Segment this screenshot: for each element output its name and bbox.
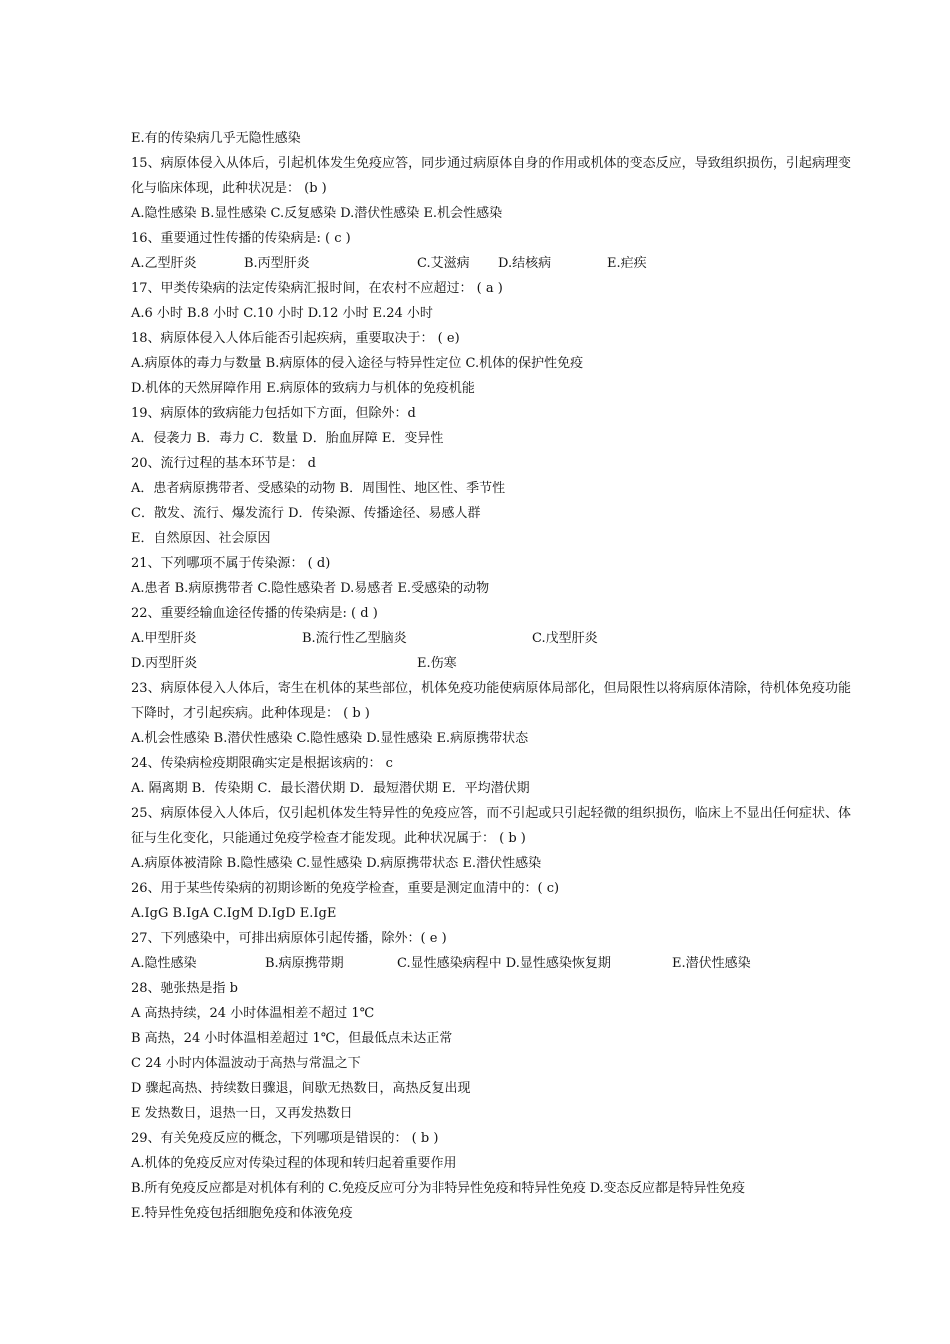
answer-options: A.患者 B.病原携带者 C.隐性感染者 D.易感者 E.受感染的动物: [131, 581, 490, 596]
answer-option-a: A.机体的免疫反应对传染过程的体现和转归起着重要作用: [131, 1156, 457, 1171]
answer-option-a: A 高热持续，24 小时体温相差不超过 1℃: [131, 1006, 375, 1021]
question-list: [131, 126, 851, 1226]
question-27: 27、下列感染中，可排出病原体引起传播，除外：( e ): [131, 931, 447, 946]
answer-options: E．自然原因、社会原因: [131, 531, 271, 546]
option-e: E.伤寒: [417, 656, 457, 671]
option-c: C.艾滋病: [417, 256, 470, 271]
option-e: E.疟疾: [607, 256, 647, 271]
option-b: B.流行性乙型脑炎: [302, 631, 407, 646]
question-22: 22、重要经输血途径传播的传染病是: ( d ): [131, 606, 378, 621]
option-c: C.戊型肝炎: [532, 631, 598, 646]
question-15: 15、病原体侵入从体后，引起机体发生免疫应答，同步通过病原体自身的作用或机体的变态反应，导致组织损伤，引起病理变化与临床体现，此种状况是： (b ): [131, 156, 851, 196]
question-24: 24、传染病检疫期限确实定是根据该病的： c: [131, 756, 393, 771]
answer-options: A．患者病原携带者、受感染的动物 B．周围性、地区性、季节性: [131, 481, 506, 496]
answer-options: A. 隔离期 B．传染期 C．最长潜伏期 D．最短潜伏期 E．平均潜伏期: [131, 781, 530, 796]
question-23: 23、病原体侵入人体后，寄生在机体的某些部位，机体免疫功能使病原体局部化，但局限性以将病原体清除，待机体免疫功能下降时，才引起疾病。此种体现是： ( b ): [131, 681, 851, 721]
option-d: D.丙型肝炎: [131, 656, 198, 671]
option-e: E.潜伏性感染: [672, 956, 751, 971]
answer-options: [131, 626, 851, 651]
answer-options: A.IgG B.IgA C.IgM D.IgD E.IgE: [131, 906, 337, 921]
answer-options: A.机会性感染 B.潜伏性感染 C.隐性感染 D.显性感染 E.病原携带状态: [131, 731, 529, 746]
option-b: B.病原携带期: [265, 956, 344, 971]
option-a: A.甲型肝炎: [131, 631, 197, 646]
question-25: 25、病原体侵入人体后，仅引起机体发生特异性的免疫应答，而不引起或只引起轻微的组织损伤，临床上不显出任何症状、体征与生化变化，只能通过免疫学检查才能发现。此种状况属于： ( b ): [131, 806, 851, 846]
option-a: A.乙型肝炎: [131, 256, 197, 271]
answer-option-b: B 高热，24 小时体温相差超过 1℃，但最低点未达正常: [131, 1031, 453, 1046]
answer-options: A.隐性感染 B.显性感染 C.反复感染 D.潜伏性感染 E.机会性感染: [131, 206, 503, 221]
question-26: 26、用于某些传染病的初期诊断的免疫学检查，重要是测定血清中的：( c): [131, 881, 560, 896]
answer-options: A.6 小时 B.8 小时 C.10 小时 D.12 小时 E.24 小时: [131, 306, 433, 321]
option-a: A.隐性感染: [131, 956, 197, 971]
answer-options: A．侵袭力 B．毒力 C．数量 D．胎血屏障 E．变异性: [131, 431, 444, 446]
answer-options: A.病原体的毒力与数量 B.病原体的侵入途径与特异性定位 C.机体的保护性免疫: [131, 356, 584, 371]
answer-option-e: E 发热数日，退热一日，又再发热数日: [131, 1106, 353, 1121]
answer-options: [131, 651, 851, 676]
question-16: 16、重要通过性传播的传染病是: ( c ): [131, 231, 351, 246]
answer-option-e: E.特异性免疫包括细胞免疫和体液免疫: [131, 1206, 353, 1221]
question-17: 17、甲类传染病的法定传染病汇报时间，在农村不应超过： ( a ): [131, 281, 503, 296]
question-28: 28、驰张热是指 b: [131, 981, 238, 996]
option-d: D.结核病: [498, 256, 552, 271]
question-20: 20、流行过程的基本环节是： d: [131, 456, 316, 471]
question-21: 21、下列哪项不属于传染源： ( d): [131, 556, 331, 571]
answer-options: C．散发、流行、爆发流行 D．传染源、传播途径、易感人群: [131, 506, 481, 521]
answer-options: A.病原体被清除 B.隐性感染 C.显性感染 D.病原携带状态 E.潜伏性感染: [131, 856, 542, 871]
text-line: E.有的传染病几乎无隐性感染: [131, 131, 301, 146]
question-29: 29、有关免疫反应的概念，下列哪项是错误的： ( b ): [131, 1131, 439, 1146]
answer-options: D.机体的天然屏障作用 E.病原体的致病力与机体的免疫机能: [131, 381, 475, 396]
answer-options: [131, 951, 851, 976]
question-19: 19、病原体的致病能力包括如下方面，但除外：d: [131, 406, 416, 421]
answer-options: B.所有免疫反应都是对机体有利的 C.免疫反应可分为非特异性免疫和特异性免疫 D.变态反应都是特异性免疫: [131, 1181, 745, 1196]
answer-option-c: C 24 小时内体温波动于高热与常温之下: [131, 1056, 361, 1071]
answer-options: [131, 251, 851, 276]
question-18: 18、病原体侵入人体后能否引起疾病，重要取决于： ( e): [131, 331, 460, 346]
option-b: B.丙型肝炎: [244, 256, 310, 271]
option-c-d: C.显性感染病程中 D.显性感染恢复期: [397, 956, 611, 971]
answer-option-d: D 骤起高热、持续数日骤退，间歇无热数日，高热反复出现: [131, 1081, 471, 1096]
